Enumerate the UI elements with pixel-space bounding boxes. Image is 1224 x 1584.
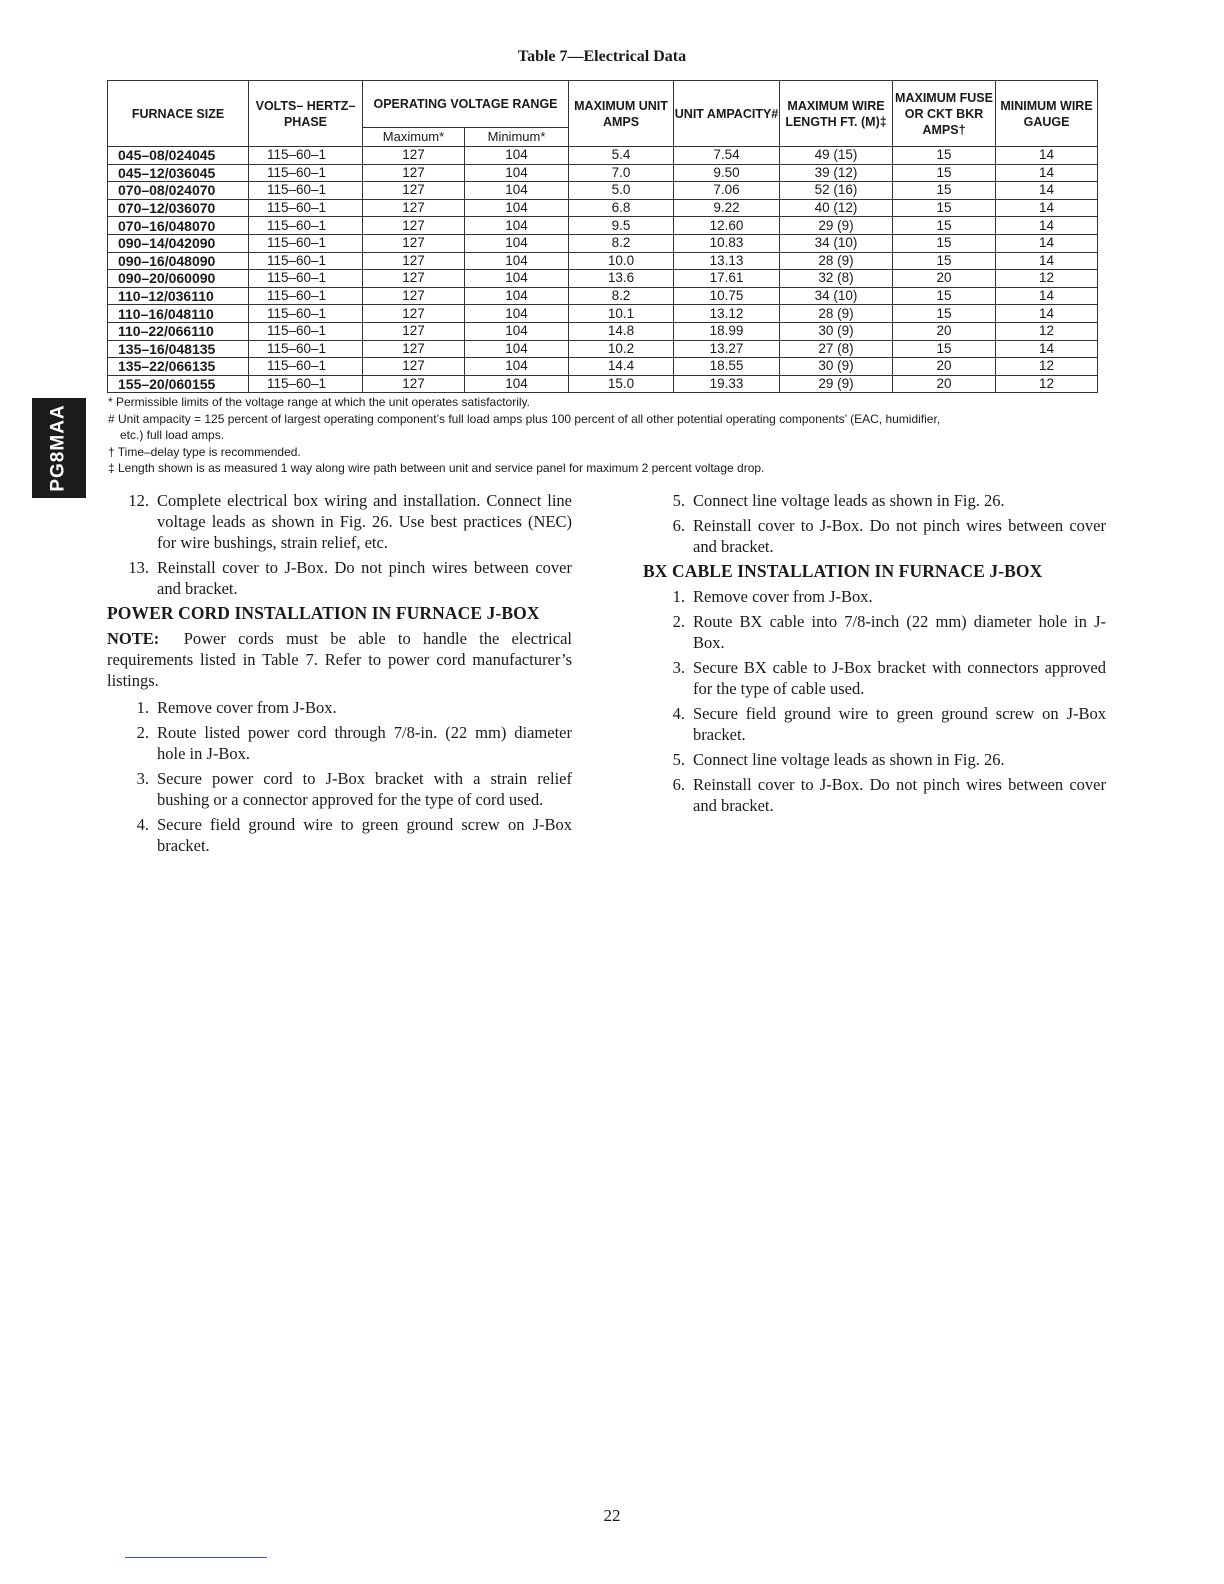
list-item: 1. Remove cover from J-Box. [136,698,337,717]
table-cell: 14 [996,252,1098,270]
table-cell: 12 [996,270,1098,288]
table-cell: 070–12/036070 [108,199,249,217]
header-max-wire-length: MAXIMUM WIRE LENGTH FT. (M)‡ [780,81,893,147]
power-cord-heading: POWER CORD INSTALLATION IN FURNACE J-BOX [107,603,540,623]
table-cell: 110–22/066110 [108,322,249,340]
table-cell: 12.60 [674,217,780,235]
power-cord-note [107,628,572,691]
list-item: 5. Connect line voltage leads as shown in Fig. 26. [672,491,1005,510]
table-cell: 104 [465,305,569,323]
table-cell: 090–16/048090 [108,252,249,270]
note-label: NOTE: [107,629,160,648]
list-item: 2. Route BX cable into 7/8-inch (22 mm) diameter hole in J-Box. [672,612,1106,652]
table-cell: 29 (9) [780,375,893,393]
table-cell: 14.4 [569,358,674,376]
table-cell: 115–60–1 [249,164,363,182]
footnote-star: * Permissible limits of the voltage range at which the unit operates satisfactorily. [108,395,530,409]
table-row [108,147,1098,165]
table-cell: 127 [363,375,465,393]
list-item: 3. Secure power cord to J-Box bracket with a strain relief bushing or a connector approved for the type of cord used. [136,769,572,809]
table-cell: 104 [465,164,569,182]
header-furnace-size: FURNACE SIZE [108,81,249,147]
table-cell: 40 (12) [780,199,893,217]
table-cell: 15 [893,147,996,165]
table-title: Table 7—Electrical Data [517,48,687,65]
table-cell: 14 [996,287,1098,305]
table-cell: 34 (10) [780,287,893,305]
power-cord-steps [107,697,572,856]
table-cell: 20 [893,270,996,288]
table-cell: 20 [893,375,996,393]
table-row [108,182,1098,200]
footer-rule [125,1557,267,1558]
table-cell: 127 [363,305,465,323]
table-cell: 104 [465,358,569,376]
electrical-data-table [107,80,1098,393]
table-cell: 104 [465,252,569,270]
table-cell: 104 [465,147,569,165]
list-item: 3. Secure BX cable to J-Box bracket with connectors approved for the type of cable used. [672,658,1106,698]
table-cell: 15 [893,252,996,270]
table-row [108,234,1098,252]
header-max-unit-amps: MAXIMUM UNIT AMPS [569,81,674,147]
list-item: 5. Connect line voltage leads as shown in Fig. 26. [672,750,1005,769]
table-cell: 32 (8) [780,270,893,288]
table-footnotes [108,394,1108,477]
table-row [108,287,1098,305]
table-cell: 28 (9) [780,305,893,323]
footnote-hash: # Unit ampacity = 125 percent of largest operating component’s full load amps plus 100 percent of all other potential operating components’ (EAC, humidifier, [108,411,941,426]
table-cell: 29 (9) [780,217,893,235]
header-unit-ampacity: UNIT AMPACITY# [674,81,780,147]
table-cell: 28 (9) [780,252,893,270]
table-row [108,340,1098,358]
table-cell: 135–22/066135 [108,358,249,376]
table-cell: 127 [363,234,465,252]
table-cell: 045–12/036045 [108,164,249,182]
table-row [108,375,1098,393]
table-cell: 110–16/048110 [108,305,249,323]
table-cell: 12 [996,358,1098,376]
header-minimum: Minimum* [465,128,569,147]
left-top-list [107,490,572,599]
table-cell: 070–16/048070 [108,217,249,235]
list-item: 6. Reinstall cover to J-Box. Do not pinch wires between cover and bracket. [672,516,1106,556]
header-volts-hertz-phase: VOLTS– HERTZ– PHASE [249,81,363,147]
table-cell: 30 (9) [780,322,893,340]
table-cell: 14 [996,147,1098,165]
page-number: 22 [603,1506,621,1525]
footnote-dagger: † Time–delay type is recommended. [108,444,301,459]
table-cell: 49 (15) [780,147,893,165]
table-cell: 115–60–1 [249,199,363,217]
table-cell: 15 [893,305,996,323]
table-cell: 127 [363,322,465,340]
table-cell: 127 [363,182,465,200]
table-cell: 14 [996,305,1098,323]
table-cell: 104 [465,340,569,358]
table-cell: 115–60–1 [249,252,363,270]
table-cell: 14.8 [569,322,674,340]
bx-cable-heading: BX CABLE INSTALLATION IN FURNACE J-BOX [643,561,1043,581]
table-row [108,322,1098,340]
table-row [108,199,1098,217]
table-cell: 18.55 [674,358,780,376]
table-cell: 115–60–1 [249,147,363,165]
table-cell: 104 [465,234,569,252]
table-cell: 13.12 [674,305,780,323]
header-maximum: Maximum* [363,128,465,147]
table-body [108,147,1098,393]
table-cell: 155–20/060155 [108,375,249,393]
table-cell: 9.5 [569,217,674,235]
table-cell: 104 [465,375,569,393]
table-cell: 115–60–1 [249,358,363,376]
list-item: 12. Complete electrical box wiring and installation. Connect line voltage leads as shown in Fig. 26. Use best practices (NEC) for wire bushings, strain relief, etc. [128,491,572,552]
table-cell: 14 [996,217,1098,235]
bx-cable-steps [643,586,1106,816]
table-cell: 070–08/024070 [108,182,249,200]
table-cell: 20 [893,322,996,340]
header-max-fuse: MAXIMUM FUSE OR CKT BKR AMPS† [893,81,996,147]
footnote-double-dagger: ‡ Length shown is as measured 1 way along wire path between unit and service panel for maximum 2 percent voltage drop. [108,461,765,475]
table-cell: 13.6 [569,270,674,288]
table-cell: 14 [996,164,1098,182]
table-cell: 39 (12) [780,164,893,182]
table-cell: 115–60–1 [249,375,363,393]
table-cell: 115–60–1 [249,182,363,200]
table-cell: 15 [893,287,996,305]
right-top-list [643,490,1106,557]
table-cell: 115–60–1 [249,234,363,252]
table-cell: 52 (16) [780,182,893,200]
table-cell: 17.61 [674,270,780,288]
table-row [108,164,1098,182]
table-cell: 127 [363,340,465,358]
left-column [107,490,572,860]
table-row [108,252,1098,270]
header-operating-voltage-range: OPERATING VOLTAGE RANGE [363,81,569,128]
table-cell: 10.83 [674,234,780,252]
side-tab-label: PG8MAA [48,404,70,492]
table-cell: 104 [465,182,569,200]
table-cell: 115–60–1 [249,305,363,323]
table-cell: 090–20/060090 [108,270,249,288]
table-cell: 7.54 [674,147,780,165]
table-cell: 135–16/048135 [108,340,249,358]
table-cell: 115–60–1 [249,217,363,235]
table-cell: 104 [465,217,569,235]
table-cell: 20 [893,358,996,376]
table-cell: 12 [996,375,1098,393]
table-cell: 27 (8) [780,340,893,358]
table-cell: 5.0 [569,182,674,200]
table-cell: 127 [363,287,465,305]
table-cell: 9.22 [674,199,780,217]
table-cell: 8.2 [569,234,674,252]
table-cell: 10.2 [569,340,674,358]
table-cell: 127 [363,164,465,182]
table-cell: 18.99 [674,322,780,340]
table-cell: 14 [996,234,1098,252]
table-cell: 127 [363,199,465,217]
table-cell: 090–14/042090 [108,234,249,252]
header-min-wire-gauge: MINIMUM WIRE GAUGE [996,81,1098,147]
table-cell: 110–12/036110 [108,287,249,305]
table-cell: 127 [363,147,465,165]
table-cell: 34 (10) [780,234,893,252]
table-row [108,270,1098,288]
table-cell: 15 [893,182,996,200]
table-cell: 13.27 [674,340,780,358]
table-cell: 10.1 [569,305,674,323]
right-column [643,490,1106,820]
table-cell: 104 [465,270,569,288]
list-item: 1. Remove cover from J-Box. [672,587,873,606]
list-item: 6. Reinstall cover to J-Box. Do not pinch wires between cover and bracket. [672,775,1106,815]
table-row [108,358,1098,376]
table-cell: 15 [893,340,996,358]
table-cell: 127 [363,358,465,376]
table-cell: 10.75 [674,287,780,305]
table-cell: 14 [996,199,1098,217]
table-cell: 9.50 [674,164,780,182]
table-cell: 30 (9) [780,358,893,376]
table-cell: 115–60–1 [249,287,363,305]
table-cell: 15 [893,164,996,182]
table-cell: 15 [893,234,996,252]
table-cell: 104 [465,287,569,305]
table-cell: 127 [363,270,465,288]
list-item: 4. Secure field ground wire to green ground screw on J-Box bracket. [136,815,572,855]
table-cell: 19.33 [674,375,780,393]
note-text: Power cords must be able to handle the electrical requirements listed in Table 7. Refer to power cord manufacturer’s listings. [107,629,572,690]
table-cell: 13.13 [674,252,780,270]
table-cell: 6.8 [569,199,674,217]
table-cell: 115–60–1 [249,340,363,358]
table-row [108,217,1098,235]
table-cell: 14 [996,182,1098,200]
list-item: 4. Secure field ground wire to green ground screw on J-Box bracket. [672,704,1106,744]
table-cell: 5.4 [569,147,674,165]
table-cell: 127 [363,217,465,235]
table-cell: 7.0 [569,164,674,182]
table-cell: 10.0 [569,252,674,270]
table-cell: 7.06 [674,182,780,200]
table-cell: 104 [465,322,569,340]
list-item: 2. Route listed power cord through 7/8-in. (22 mm) diameter hole in J-Box. [136,723,572,763]
table-cell: 15 [893,199,996,217]
table-cell: 15.0 [569,375,674,393]
table-cell: 127 [363,252,465,270]
table-cell: 14 [996,340,1098,358]
side-tab [32,398,86,498]
table-cell: 104 [465,199,569,217]
table-cell: 8.2 [569,287,674,305]
table-cell: 12 [996,322,1098,340]
footnote-hash-cont: etc.) full load amps. [120,428,225,442]
list-item: 13. Reinstall cover to J-Box. Do not pinch wires between cover and bracket. [128,558,572,598]
table-cell: 045–08/024045 [108,147,249,165]
table-cell: 115–60–1 [249,270,363,288]
table-row [108,305,1098,323]
table-cell: 115–60–1 [249,322,363,340]
table-cell: 15 [893,217,996,235]
